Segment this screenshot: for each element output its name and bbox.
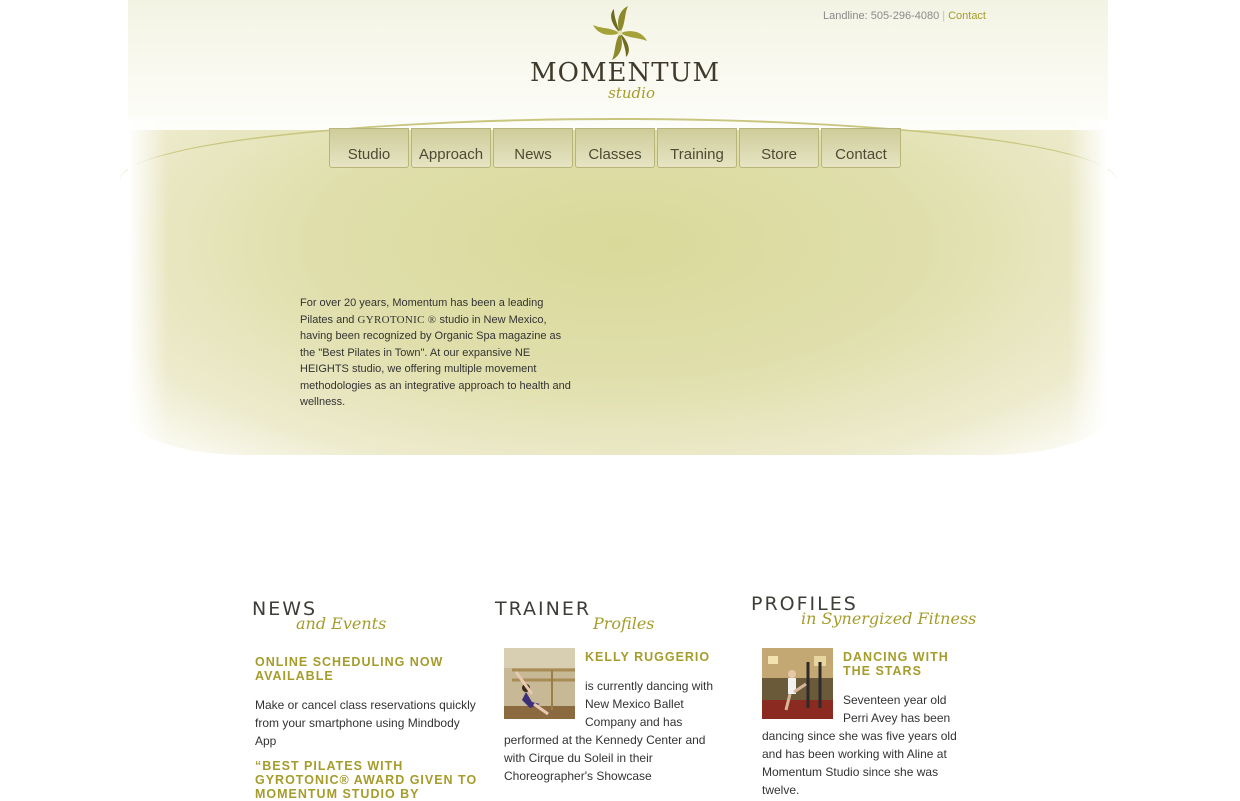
nav-news[interactable]: News [493, 128, 573, 168]
nav-approach[interactable]: Approach [411, 128, 491, 168]
nav-classes[interactable]: Classes [575, 128, 655, 168]
momentum-logo[interactable] [530, 2, 721, 114]
panel-fade-right [1068, 120, 1108, 460]
trainer-photo[interactable] [504, 648, 575, 719]
panel-fade-left [128, 120, 168, 460]
news-item-body: Make or cancel class reservations quickly from your smartphone using Mindbody App [255, 698, 476, 748]
intro-text-2: studio in New Mexico, having been recognized by Organic Spa magazine as the "Best Pilates in Town". At our expansive NE HEIGHTS studio, we offering multiple movement methodologies as an integrative approach to health and wellness. [300, 313, 571, 408]
logo-subtitle: studio [608, 84, 655, 102]
pinwheel-logo-icon [588, 2, 652, 64]
gyrotonic-mark: GYROTONIC ® [357, 313, 437, 326]
intro-text-1: For over 20 years, Momentum has been a leading Pilates and [300, 297, 544, 326]
profiles-heading-script: in Synergized Fitness [801, 609, 977, 628]
profiles-heading [751, 593, 976, 628]
main-nav [329, 128, 901, 168]
trainer-name[interactable]: KELLY RUGGERIO [585, 650, 711, 664]
nav-contact[interactable]: Contact [821, 128, 901, 168]
contact-link[interactable]: Contact [948, 10, 986, 22]
profiles-heading-main: PROFILES [751, 593, 858, 615]
trainer-column [504, 648, 716, 785]
trainer-heading-script: Profiles [593, 614, 655, 633]
trainer-bio: is currently dancing with New Mexico Ballet Company and has performed at the Kennedy Center and with Cirque du Soleil in their Choreographer's Showcase [504, 679, 714, 783]
landline-text: Landline: 505-296-4080 [823, 10, 940, 22]
header-contact-bar [823, 10, 986, 22]
profile-body: Seventeen year old Perri Avey has been dancing since she was five years old and has been working with Aline at Momentum Studio since she was twelve. [762, 693, 957, 797]
logo-wordmark: MOMENTUM [530, 58, 721, 88]
news-heading [252, 598, 386, 633]
trainer-heading-main: TRAINER [495, 598, 592, 620]
nav-studio[interactable]: Studio [329, 128, 409, 168]
nav-store[interactable]: Store [739, 128, 819, 168]
news-heading-script: and Events [296, 614, 387, 633]
profile-title[interactable]: DANCING WITH THE STARS [843, 650, 949, 678]
news-item-title[interactable]: ONLINE SCHEDULING NOW AVAILABLE [255, 655, 444, 683]
news-column [255, 655, 480, 801]
news-heading-main: NEWS [252, 598, 318, 620]
profiles-column [762, 648, 967, 799]
intro-paragraph [300, 295, 575, 411]
nav-training[interactable]: Training [657, 128, 737, 168]
profile-photo[interactable] [762, 648, 833, 719]
separator: | [942, 10, 946, 22]
news-item-title-2[interactable]: “BEST PILATES WITH GYROTONIC® AWARD GIVEN TO MOMENTUM STUDIO BY [255, 759, 478, 801]
trainer-heading [495, 598, 655, 633]
